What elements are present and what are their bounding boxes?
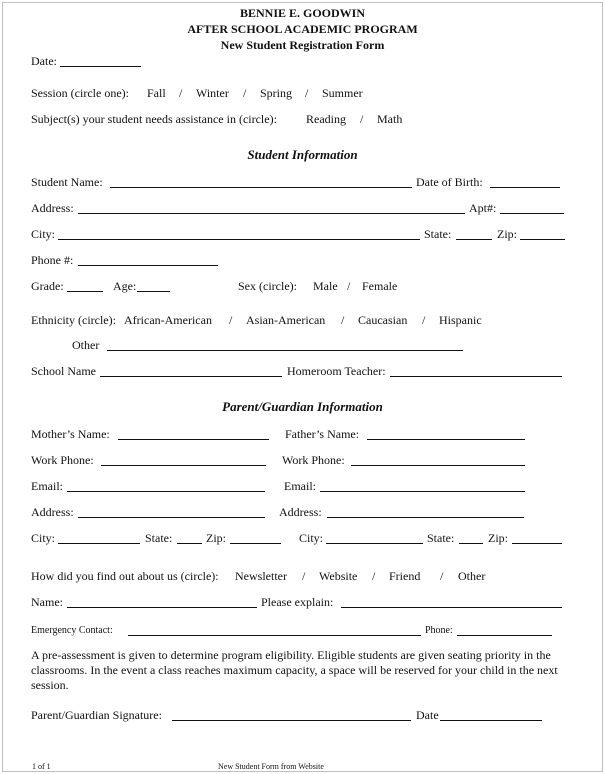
ethnicity-other-field[interactable]: [107, 350, 463, 351]
subject-reading[interactable]: Reading: [306, 112, 346, 126]
signature-label: Parent/Guardian Signature:: [31, 708, 162, 722]
apt-field[interactable]: [500, 213, 564, 214]
subject-math[interactable]: Math: [377, 112, 403, 126]
age-field[interactable]: [137, 291, 170, 292]
ethnicity-sep: /: [229, 313, 233, 327]
footer-source: New Student Form from Website: [218, 762, 324, 771]
father-name-field[interactable]: [367, 439, 525, 440]
subjects-label: Subject(s) your student needs assistance in (circle):: [31, 112, 277, 126]
ethnicity-label: Ethnicity (circle):: [31, 313, 116, 327]
student-name-field[interactable]: [110, 187, 412, 188]
session-label: Session (circle one):: [31, 86, 129, 100]
referral-name-label: Name:: [31, 595, 63, 609]
father-email-field[interactable]: [320, 491, 525, 492]
age-label: Age:: [113, 279, 137, 293]
mother-state-label: State:: [145, 531, 173, 545]
grade-field[interactable]: [67, 291, 103, 292]
referral-sep: /: [302, 569, 306, 583]
session-winter[interactable]: Winter: [196, 86, 229, 100]
grade-label: Grade:: [31, 279, 64, 293]
session-sep: /: [243, 86, 247, 100]
signature-date-label: Date: [416, 708, 439, 722]
emergency-contact-label: Emergency Contact:: [31, 625, 113, 636]
ethnicity-asian-american[interactable]: Asian-American: [246, 313, 326, 327]
father-state-label: State:: [427, 531, 455, 545]
session-sep: /: [179, 86, 183, 100]
ethnicity-african-american[interactable]: African-American: [124, 313, 212, 327]
student-city-label: City:: [31, 227, 56, 241]
school-name-label: School Name: [31, 364, 96, 378]
apt-label: Apt#:: [469, 201, 497, 215]
session-summer[interactable]: Summer: [322, 86, 363, 100]
student-state-label: State:: [424, 227, 452, 241]
ethnicity-other-label: Other: [72, 338, 100, 352]
mother-work-phone-field[interactable]: [101, 465, 266, 466]
signature-field[interactable]: [172, 720, 411, 721]
student-state-field[interactable]: [456, 239, 492, 240]
father-address-field[interactable]: [327, 517, 524, 518]
page-number: 1 of 1: [32, 762, 51, 771]
mother-name-label: Mother’s Name:: [31, 427, 110, 441]
ethnicity-sep: /: [422, 313, 426, 327]
phone-field[interactable]: [78, 265, 218, 266]
student-zip-field[interactable]: [520, 239, 565, 240]
emergency-phone-field[interactable]: [457, 635, 552, 636]
father-zip-label: Zip:: [488, 531, 508, 545]
student-section-title: Student Information: [247, 147, 358, 162]
mother-city-field[interactable]: [58, 543, 140, 544]
mother-email-field[interactable]: [67, 491, 265, 492]
session-sep: /: [305, 86, 309, 100]
org-name: BENNIE E. GOODWIN: [239, 6, 366, 20]
signature-date-field[interactable]: [440, 720, 542, 721]
student-city-field[interactable]: [58, 239, 420, 240]
student-zip-label: Zip:: [497, 227, 517, 241]
referral-friend[interactable]: Friend: [389, 569, 421, 583]
referral-website[interactable]: Website: [319, 569, 358, 583]
sex-male[interactable]: Male: [313, 279, 338, 293]
phone-label: Phone #:: [31, 253, 74, 267]
date-field[interactable]: [60, 66, 141, 67]
form-title: New Student Registration Form: [220, 38, 385, 52]
referral-name-field[interactable]: [67, 607, 257, 608]
emergency-contact-field[interactable]: [128, 635, 421, 636]
father-state-field[interactable]: [459, 543, 483, 544]
homeroom-teacher-field[interactable]: [390, 376, 562, 377]
school-name-field[interactable]: [100, 376, 282, 377]
referral-label: How did you find out about us (circle):: [31, 569, 219, 583]
ethnicity-hispanic[interactable]: Hispanic: [439, 313, 482, 327]
referral-newsletter[interactable]: Newsletter: [235, 569, 287, 583]
father-city-label: City:: [299, 531, 324, 545]
father-zip-field[interactable]: [512, 543, 562, 544]
mother-zip-field[interactable]: [230, 543, 281, 544]
father-work-phone-label: Work Phone:: [282, 453, 345, 467]
dob-label: Date of Birth:: [416, 175, 483, 189]
father-work-phone-field[interactable]: [351, 465, 525, 466]
dob-field[interactable]: [490, 187, 560, 188]
referral-sep: /: [440, 569, 444, 583]
father-name-label: Father’s Name:: [285, 427, 360, 441]
subject-sep: /: [360, 112, 364, 126]
referral-explain-label: Please explain:: [261, 595, 334, 609]
sex-label: Sex (circle):: [238, 279, 297, 293]
parent-section-title: Parent/Guardian Information: [222, 399, 383, 414]
father-city-field[interactable]: [326, 543, 423, 544]
student-address-label: Address:: [31, 201, 74, 215]
mother-zip-label: Zip:: [206, 531, 226, 545]
ethnicity-caucasian[interactable]: Caucasian: [358, 313, 408, 327]
sex-female[interactable]: Female: [362, 279, 398, 293]
session-spring[interactable]: Spring: [260, 86, 293, 100]
homeroom-teacher-label: Homeroom Teacher:: [287, 364, 386, 378]
referral-other[interactable]: Other: [458, 569, 486, 583]
mother-state-field[interactable]: [177, 543, 202, 544]
student-address-field[interactable]: [78, 213, 465, 214]
sex-sep: /: [347, 279, 351, 293]
referral-explain-field[interactable]: [341, 607, 562, 608]
mother-name-field[interactable]: [118, 439, 269, 440]
father-email-label: Email:: [284, 479, 316, 493]
emergency-phone-label: Phone:: [425, 625, 453, 636]
mother-address-label: Address:: [31, 505, 74, 519]
date-label: Date:: [31, 54, 57, 68]
referral-sep: /: [372, 569, 376, 583]
ethnicity-sep: /: [341, 313, 345, 327]
mother-city-label: City:: [31, 531, 56, 545]
father-address-label: Address:: [279, 505, 322, 519]
mother-work-phone-label: Work Phone:: [31, 453, 94, 467]
pre-assessment-notice: A pre-assessment is given to determine program eligibility. Eligible students are given seating priority in the classrooms. In the event a class reaches maximum capacity, a space will be reserved for your child in the next session.: [31, 648, 558, 692]
program-name: AFTER SCHOOL ACADEMIC PROGRAM: [187, 22, 418, 36]
mother-email-label: Email:: [31, 479, 63, 493]
session-fall[interactable]: Fall: [147, 86, 166, 100]
mother-address-field[interactable]: [78, 517, 265, 518]
student-name-label: Student Name:: [31, 175, 103, 189]
